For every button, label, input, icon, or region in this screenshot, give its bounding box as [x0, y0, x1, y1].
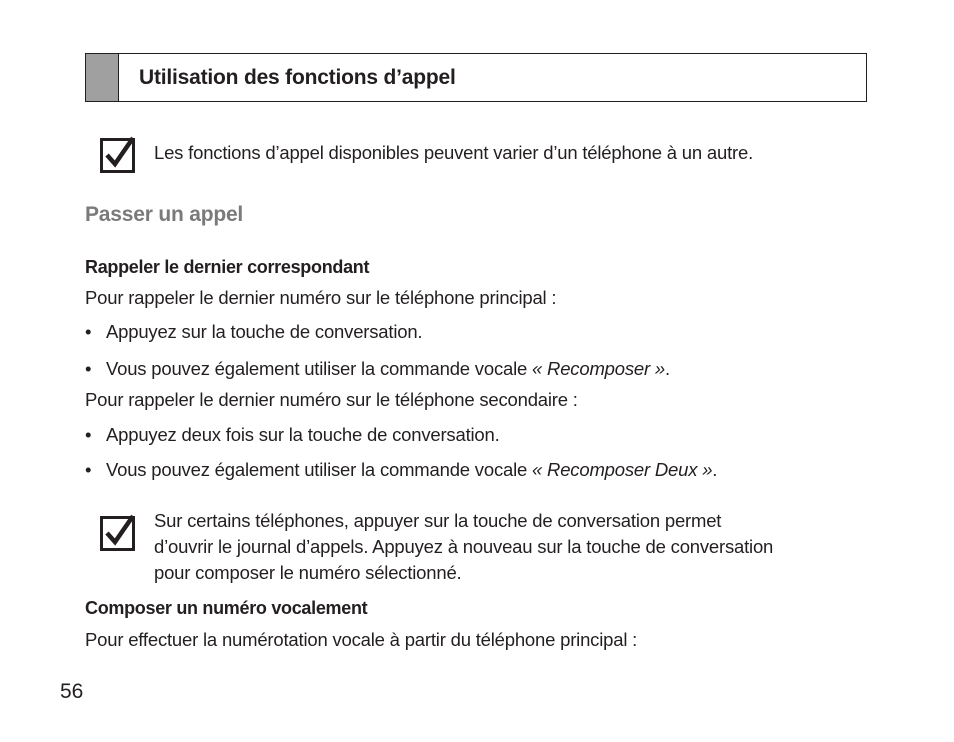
checkmark-box-icon — [100, 135, 138, 173]
list-item — [85, 321, 422, 343]
list-item-text: Appuyez deux fois sur la touche de conversation. — [106, 424, 500, 445]
note-line: Sur certains téléphones, appuyer sur la touche de conversation permet — [154, 510, 722, 531]
bullet: • — [85, 424, 92, 445]
list-item-text: Appuyez sur la touche de conversation. — [106, 321, 423, 342]
checkmark-box-icon — [100, 513, 138, 551]
bullet: • — [85, 321, 92, 342]
subsection-title: Composer un numéro vocalement — [85, 598, 368, 618]
bullet: • — [85, 459, 92, 480]
voice-command: « Recomposer » — [532, 358, 665, 379]
page-number: 56 — [60, 680, 84, 703]
bullet: • — [85, 358, 92, 379]
section-title: Passer un appel — [85, 203, 244, 226]
note-text — [154, 508, 773, 586]
paragraph: Pour effectuer la numérotation vocale à partir du téléphone principal : — [85, 629, 638, 650]
paragraph: Pour rappeler le dernier numéro sur le téléphone principal : — [85, 287, 557, 308]
note-line: d’ouvrir le journal d’appels. Appuyez à nouveau sur la touche de conversation — [154, 536, 774, 557]
list-item — [85, 358, 670, 380]
list-item — [85, 459, 717, 481]
note-line: pour composer le numéro sélectionné. — [154, 562, 462, 583]
note-text: Les fonctions d’appel disponibles peuvent varier d’un téléphone à un autre. — [154, 142, 754, 163]
voice-command: « Recomposer Deux » — [532, 459, 713, 480]
list-item-end: . — [712, 459, 718, 480]
list-item — [85, 424, 500, 446]
paragraph: Pour rappeler le dernier numéro sur le téléphone secondaire : — [85, 389, 578, 410]
list-item-end: . — [664, 358, 670, 379]
section-header-title: Utilisation des fonctions d’appel — [139, 66, 456, 89]
list-item-text: Vous pouvez également utiliser la commande vocale — [106, 358, 533, 379]
subsection-title: Rappeler le dernier correspondant — [85, 257, 370, 277]
list-item-text: Vous pouvez également utiliser la commande vocale — [106, 459, 533, 480]
section-header — [85, 53, 867, 102]
header-accent-block — [86, 54, 119, 101]
